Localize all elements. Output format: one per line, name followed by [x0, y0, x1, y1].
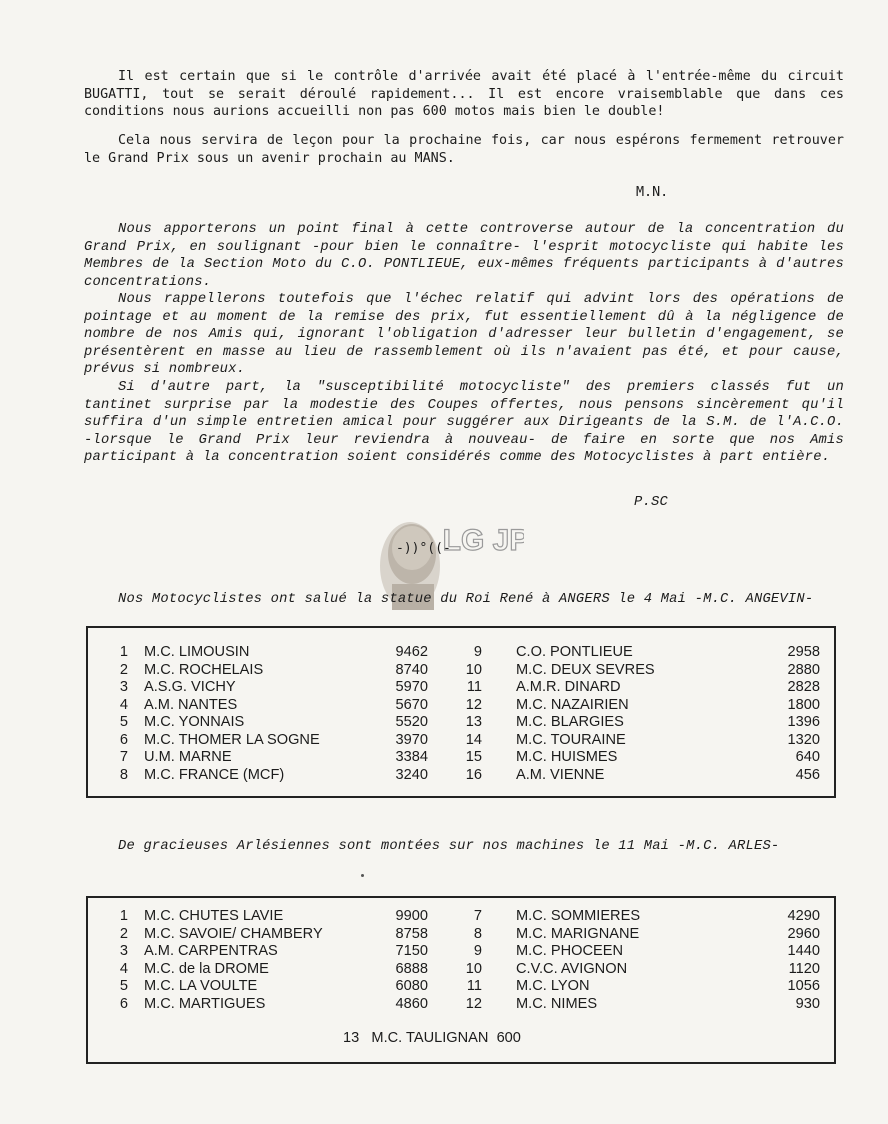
club-name: M.C. LA VOULTE — [144, 978, 258, 994]
club-name: M.C. THOMER LA SOGNE — [144, 731, 320, 748]
rank-number: 14 — [465, 731, 482, 748]
paragraph-controle — [84, 68, 844, 121]
table-row — [88, 908, 832, 925]
club-score: 2958 — [787, 644, 820, 660]
club-score: 5520 — [395, 714, 428, 730]
club-score: 3384 — [395, 749, 428, 765]
club-name: U.M. MARNE — [144, 749, 232, 765]
club-name: M.C. DEUX SEVRES — [516, 661, 655, 678]
table-row — [88, 679, 832, 696]
club-name: M.C. de la DROME — [144, 960, 269, 977]
rank-number: 13 — [465, 714, 482, 730]
table-row — [88, 644, 832, 661]
club-name: M.C. LYON — [516, 978, 590, 994]
club-name: M.C. FRANCE (MCF) — [144, 766, 285, 783]
table-row — [88, 943, 832, 960]
club-name: A.M. VIENNE — [516, 766, 605, 783]
rank-number: 6 — [119, 731, 128, 748]
club-name: C.V.C. AVIGNON — [516, 960, 628, 977]
paragraph-point-final — [84, 221, 844, 291]
club-name: M.C. HUISMES — [516, 749, 618, 765]
club-score: 1440 — [787, 943, 820, 959]
club-score: 1056 — [787, 978, 820, 994]
club-score: 3970 — [395, 731, 428, 748]
rank-number: 4 — [119, 960, 128, 977]
paragraph-susceptibilite — [84, 379, 844, 467]
club-score: 456 — [795, 766, 820, 783]
footer-club: M.C. TAULIGNAN — [371, 1030, 489, 1046]
table-row — [88, 697, 832, 714]
club-score: 1120 — [788, 960, 820, 977]
footer-score: 600 — [496, 1030, 521, 1046]
club-name: C.O. PONTLIEUE — [516, 644, 633, 660]
table-row — [88, 767, 832, 784]
rank-number: 5 — [119, 978, 128, 994]
signature-psc: P.SC — [634, 495, 668, 510]
paragraph-text: Il est certain que si le contrôle d'arrivée avait été placé à l'entrée-même du circuit BUGATTI, tout se serait déroulé rapidement... Il est encore vraisemblable que dans ces conditions nous aurions accueilli non pas 600 motos mais bien le double! — [84, 69, 844, 120]
paragraph-text: Nous apporterons un point final à cette controverse autour de la concentration du Grand Prix, en soulignant -pour bien le connaître- l'esprit motocycliste qui habite les Membres de la Section Moto du C.O. PONTLIEUE, eux-mêmes fréquents participants à d'autres concentrations. — [84, 222, 844, 290]
club-score: 4290 — [787, 908, 820, 924]
club-score: 8758 — [395, 925, 428, 942]
table-row — [88, 978, 832, 995]
club-score: 2880 — [787, 661, 820, 678]
separator-dot — [361, 874, 364, 877]
paragraph-text: Cela nous servira de leçon pour la prochaine fois, car nous espérons fermement retrouver le Grand Prix sous un avenir prochain au MANS. — [84, 133, 844, 166]
rank-number: 2 — [119, 661, 128, 678]
club-name: A.M. CARPENTRAS — [144, 943, 278, 959]
club-score: 930 — [795, 995, 820, 1012]
rank-number: 1 — [119, 908, 128, 924]
club-name: M.C. SOMMIERES — [516, 908, 641, 924]
rank-number: 2 — [119, 925, 128, 942]
club-name: M.C. LIMOUSIN — [144, 644, 250, 660]
club-name: M.C. MARTIGUES — [144, 995, 266, 1012]
club-score: 4860 — [395, 995, 428, 1012]
table-row — [88, 996, 832, 1013]
table-row — [88, 926, 832, 943]
rank-number: 12 — [465, 696, 482, 713]
section2-caption: De gracieuses Arlésiennes sont montées sur nos machines le 11 Mai -M.C. ARLES- — [118, 839, 780, 854]
club-name: A.M.R. DINARD — [516, 679, 621, 695]
rank-number: 7 — [119, 749, 128, 765]
club-name: A.S.G. VICHY — [144, 679, 236, 695]
ranking-footer-row — [343, 1030, 521, 1046]
club-score: 7150 — [395, 943, 428, 959]
club-score: 1320 — [787, 731, 820, 748]
club-name: M.C. CHUTES LAVIE — [144, 908, 284, 924]
club-score: 5670 — [395, 696, 428, 713]
footer-rank: 13 — [343, 1030, 360, 1046]
section1-caption: Nos Motocyclistes ont salué la statue du Roi René à ANGERS le 4 Mai -M.C. ANGEVIN- — [118, 592, 814, 607]
club-score: 3240 — [395, 766, 428, 783]
watermark-top: LG JP — [442, 524, 524, 557]
rank-number: 3 — [119, 679, 128, 695]
rank-number: 10 — [465, 661, 482, 678]
rank-number: 4 — [119, 696, 128, 713]
club-name: M.C. SAVOIE/ CHAMBERY — [144, 925, 323, 942]
club-score: 1800 — [787, 696, 820, 713]
club-score: 9462 — [395, 644, 428, 660]
club-score: 6080 — [395, 978, 428, 994]
club-score: 6888 — [395, 960, 428, 977]
club-name: A.M. NANTES — [144, 696, 238, 713]
table-row — [88, 961, 832, 978]
club-score: 9900 — [395, 908, 428, 924]
club-score: 2960 — [787, 925, 820, 942]
club-name: M.C. BLARGIES — [516, 714, 624, 730]
rank-number: 1 — [119, 644, 128, 660]
rank-number: 9 — [473, 644, 482, 660]
club-name: M.C. PHOCEEN — [516, 943, 624, 959]
rank-number: 16 — [465, 766, 482, 783]
rank-number: 6 — [119, 995, 128, 1012]
ranking-table-angers — [86, 626, 836, 798]
table-row — [88, 662, 832, 679]
rank-number: 11 — [466, 679, 482, 695]
rank-number: 3 — [119, 943, 128, 959]
paragraph-lecon — [84, 132, 844, 167]
club-score: 1396 — [787, 714, 820, 730]
paragraph-text: Nous rappellerons toutefois que l'échec relatif qui advint lors des opérations de pointage et au moment de la remise des prix, fut essentiellement dû à la négligence de nombre de nos Amis qui, ignorant l'obligation d'adresser leur bulletin d'engagement, se présentèrent en masse au lieu de rassemblement où ils n'avaient pas été, et pour cause, prévus si nombreux. — [84, 292, 844, 378]
club-name: M.C. YONNAIS — [144, 714, 245, 730]
club-name: M.C. NIMES — [516, 995, 598, 1012]
rank-number: 11 — [466, 978, 482, 994]
paragraph-rappel — [84, 291, 844, 379]
rank-number: 8 — [119, 766, 128, 783]
rank-number: 5 — [119, 714, 128, 730]
rank-number: 10 — [465, 960, 482, 977]
table-row — [88, 732, 832, 749]
club-name: M.C. ROCHELAIS — [144, 661, 264, 678]
rank-number: 15 — [465, 749, 482, 765]
club-score: 5970 — [395, 679, 428, 695]
rank-number: 9 — [473, 943, 482, 959]
club-name: M.C. NAZAIRIEN — [516, 696, 629, 713]
club-name: M.C. TOURAINE — [516, 731, 626, 748]
rank-number: 12 — [465, 995, 482, 1012]
club-score: 2828 — [787, 679, 820, 695]
signature-mn: M.N. — [636, 185, 669, 200]
photo-caption: -))°((- — [396, 541, 451, 556]
table-row — [88, 749, 832, 766]
rank-number: 7 — [473, 908, 482, 924]
club-score: 640 — [795, 749, 820, 765]
rank-number: 8 — [473, 925, 482, 942]
club-name: M.C. MARIGNANE — [516, 925, 640, 942]
paragraph-text: Si d'autre part, la "susceptibilité motocycliste" des premiers classés fut un tantinet surprise par la modestie des Coupes offertes, nous pensons sincèrement qu'il suffira d'un simple entretien amical pour suggérer aux Dirigeants de la S.M. de l'A.C.O. -lorsque le Grand Prix leur reviendra à nouveau- de faire en sorte que nos Amis participant à la concentration soient considérés comme des Motocyclistes à part entière. — [84, 380, 844, 466]
club-score: 8740 — [395, 661, 428, 678]
table-row — [88, 714, 832, 731]
